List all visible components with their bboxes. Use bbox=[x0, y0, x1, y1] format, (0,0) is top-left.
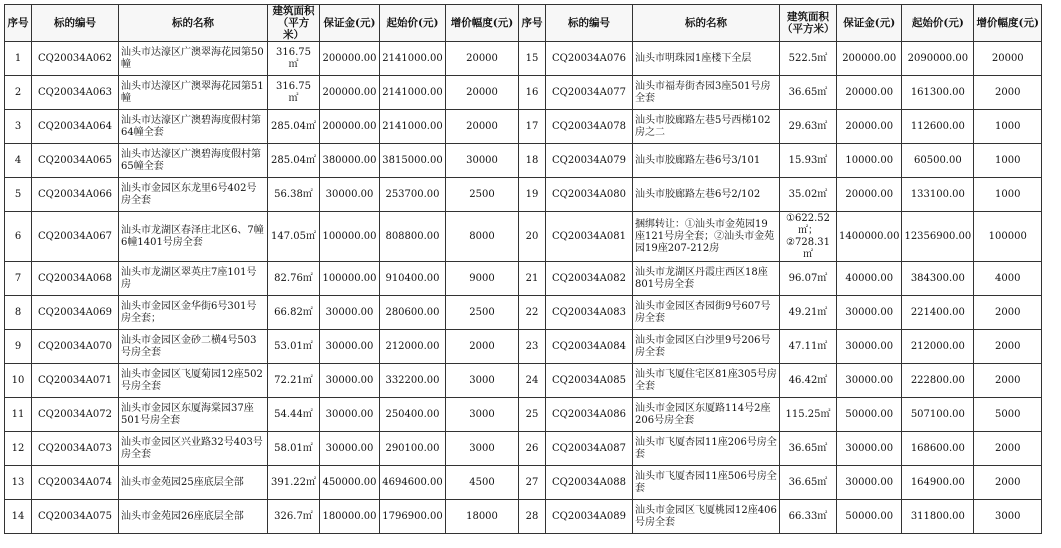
start-price-cell: 164900.00 bbox=[902, 466, 974, 500]
start-price-cell: 112600.00 bbox=[902, 110, 974, 144]
lot-name-cell: 汕头市飞厦杏园11座506号房全套 bbox=[633, 466, 780, 500]
seq-cell: 16 bbox=[519, 76, 546, 110]
start-price-cell: 253700.00 bbox=[380, 178, 446, 212]
area-cell: 316.75 ㎡ bbox=[268, 76, 320, 110]
start-price-cell: 2090000.00 bbox=[902, 42, 974, 76]
seq-cell: 14 bbox=[5, 500, 32, 534]
lot-name-cell: 汕头市龙湖区春泽庄北区6、7幢6幢1401号房全套 bbox=[119, 212, 268, 262]
start-price-cell: 2141000.00 bbox=[380, 42, 446, 76]
lot-name-cell: 汕头市金园区飞厦桃园12座406号房全套 bbox=[633, 500, 780, 534]
deposit-cell: 200000.00 bbox=[320, 42, 380, 76]
table-row bbox=[5, 500, 1042, 534]
increment-cell: 4000 bbox=[974, 262, 1042, 296]
increment-cell: 2000 bbox=[974, 296, 1042, 330]
deposit-cell: 30000.00 bbox=[320, 364, 380, 398]
increment-cell: 3000 bbox=[446, 432, 519, 466]
lot-code-cell: CQ20034A074 bbox=[32, 466, 119, 500]
deposit-cell: 30000.00 bbox=[837, 296, 902, 330]
lot-code-cell: CQ20034A065 bbox=[32, 144, 119, 178]
deposit-cell: 450000.00 bbox=[320, 466, 380, 500]
lot-code-cell: CQ20034A089 bbox=[546, 500, 633, 534]
header-increment-left: 增价幅度(元) bbox=[446, 5, 519, 42]
seq-cell: 13 bbox=[5, 466, 32, 500]
seq-cell: 7 bbox=[5, 262, 32, 296]
deposit-cell: 20000.00 bbox=[837, 110, 902, 144]
lot-name-cell: 汕头市飞厦住宅区81座305号房全套 bbox=[633, 364, 780, 398]
table-row bbox=[5, 76, 1042, 110]
area-cell: 35.02㎡ bbox=[780, 178, 837, 212]
deposit-cell: 50000.00 bbox=[837, 500, 902, 534]
lot-code-cell: CQ20034A069 bbox=[32, 296, 119, 330]
increment-cell: 20000 bbox=[446, 42, 519, 76]
start-price-cell: 3815000.00 bbox=[380, 144, 446, 178]
seq-cell: 15 bbox=[519, 42, 546, 76]
table-row bbox=[5, 178, 1042, 212]
header-area-right: 建筑面积（平方米） bbox=[780, 5, 837, 42]
header-seq-right: 序号 bbox=[519, 5, 546, 42]
lot-code-cell: CQ20034A071 bbox=[32, 364, 119, 398]
table-row bbox=[5, 466, 1042, 500]
seq-cell: 20 bbox=[519, 212, 546, 262]
lot-name-cell: 汕头市金苑园26座底层全部 bbox=[119, 500, 268, 534]
lot-name-cell: 汕头市龙湖区翠英庄7座101号房 bbox=[119, 262, 268, 296]
start-price-cell: 507100.00 bbox=[902, 398, 974, 432]
start-price-cell: 2141000.00 bbox=[380, 76, 446, 110]
lot-code-cell: CQ20034A077 bbox=[546, 76, 633, 110]
start-price-cell: 161300.00 bbox=[902, 76, 974, 110]
deposit-cell: 200000.00 bbox=[320, 76, 380, 110]
deposit-cell: 30000.00 bbox=[320, 178, 380, 212]
table-row bbox=[5, 110, 1042, 144]
deposit-cell: 20000.00 bbox=[837, 76, 902, 110]
header-area-left: 建筑面积（平方米） bbox=[268, 5, 320, 42]
increment-cell: 4500 bbox=[446, 466, 519, 500]
area-cell: 285.04㎡ bbox=[268, 144, 320, 178]
area-cell: 316.75 ㎡ bbox=[268, 42, 320, 76]
seq-cell: 9 bbox=[5, 330, 32, 364]
header-start-price-left: 起始价(元) bbox=[380, 5, 446, 42]
lot-name-cell: 汕头市达濠区广澳翠海花园第51幢 bbox=[119, 76, 268, 110]
auction-lots-table bbox=[4, 4, 1042, 534]
increment-cell: 2000 bbox=[974, 76, 1042, 110]
deposit-cell: 200000.00 bbox=[320, 110, 380, 144]
start-price-cell: 60500.00 bbox=[902, 144, 974, 178]
lot-code-cell: CQ20034A078 bbox=[546, 110, 633, 144]
lot-code-cell: CQ20034A086 bbox=[546, 398, 633, 432]
seq-cell: 11 bbox=[5, 398, 32, 432]
lot-name-cell: 汕头市达濠区广澳翠海花园第50幢 bbox=[119, 42, 268, 76]
lot-code-cell: CQ20034A075 bbox=[32, 500, 119, 534]
lot-code-cell: CQ20034A072 bbox=[32, 398, 119, 432]
header-increment-right: 增价幅度(元) bbox=[974, 5, 1042, 42]
seq-cell: 24 bbox=[519, 364, 546, 398]
increment-cell: 100000 bbox=[974, 212, 1042, 262]
deposit-cell: 30000.00 bbox=[837, 364, 902, 398]
start-price-cell: 332200.00 bbox=[380, 364, 446, 398]
area-cell: 326.7㎡ bbox=[268, 500, 320, 534]
header-lot-name-left: 标的名称 bbox=[119, 5, 268, 42]
lot-name-cell: 汕头市达濠区广澳碧海度假村第64幢全套 bbox=[119, 110, 268, 144]
header-lot-name-right: 标的名称 bbox=[633, 5, 780, 42]
lot-name-cell: 汕头市金园区金砂二横4号503号房全套 bbox=[119, 330, 268, 364]
area-cell: 96.07㎡ bbox=[780, 262, 837, 296]
lot-name-cell: 汕头市明珠园1座楼下全层 bbox=[633, 42, 780, 76]
deposit-cell: 30000.00 bbox=[320, 432, 380, 466]
increment-cell: 2000 bbox=[974, 364, 1042, 398]
lot-name-cell: 汕头市金园区金华街6号301号房全套； bbox=[119, 296, 268, 330]
deposit-cell: 200000.00 bbox=[837, 42, 902, 76]
lot-name-cell: 汕头市福寿街杏园3座501号房全套 bbox=[633, 76, 780, 110]
lot-name-cell: 汕头市飞厦杏园11座206号房全套 bbox=[633, 432, 780, 466]
deposit-cell: 50000.00 bbox=[837, 398, 902, 432]
lot-code-cell: CQ20034A073 bbox=[32, 432, 119, 466]
start-price-cell: 280600.00 bbox=[380, 296, 446, 330]
lot-code-cell: CQ20034A088 bbox=[546, 466, 633, 500]
increment-cell: 1000 bbox=[974, 144, 1042, 178]
seq-cell: 25 bbox=[519, 398, 546, 432]
area-cell: 58.01㎡ bbox=[268, 432, 320, 466]
lot-name-cell: 汕头市金园区杏园街9号607号房全套 bbox=[633, 296, 780, 330]
seq-cell: 22 bbox=[519, 296, 546, 330]
increment-cell: 20000 bbox=[446, 110, 519, 144]
seq-cell: 19 bbox=[519, 178, 546, 212]
area-cell: 82.76㎡ bbox=[268, 262, 320, 296]
increment-cell: 2000 bbox=[974, 330, 1042, 364]
header-lot-code-left: 标的编号 bbox=[32, 5, 119, 42]
deposit-cell: 100000.00 bbox=[320, 262, 380, 296]
area-cell: 36.65㎡ bbox=[780, 76, 837, 110]
increment-cell: 5000 bbox=[974, 398, 1042, 432]
seq-cell: 17 bbox=[519, 110, 546, 144]
area-cell: 56.38㎡ bbox=[268, 178, 320, 212]
table-row bbox=[5, 212, 1042, 262]
area-cell: 522.5㎡ bbox=[780, 42, 837, 76]
table-row bbox=[5, 144, 1042, 178]
start-price-cell: 290100.00 bbox=[380, 432, 446, 466]
start-price-cell: 250400.00 bbox=[380, 398, 446, 432]
area-cell: 49.21㎡ bbox=[780, 296, 837, 330]
lot-code-cell: CQ20034A082 bbox=[546, 262, 633, 296]
lot-name-cell: 汕头市金园区飞厦菊园12座502号房全套 bbox=[119, 364, 268, 398]
start-price-cell: 1796900.00 bbox=[380, 500, 446, 534]
lot-name-cell: 汕头市金园区东厦路114号2座206号房全套 bbox=[633, 398, 780, 432]
deposit-cell: 30000.00 bbox=[837, 330, 902, 364]
lot-code-cell: CQ20034A062 bbox=[32, 42, 119, 76]
area-cell: 72.21㎡ bbox=[268, 364, 320, 398]
increment-cell: 20000 bbox=[446, 76, 519, 110]
area-cell: 29.63㎡ bbox=[780, 110, 837, 144]
header-lot-code-right: 标的编号 bbox=[546, 5, 633, 42]
lot-name-cell: 汕头市达濠区广澳碧海度假村第65幢全套 bbox=[119, 144, 268, 178]
seq-cell: 4 bbox=[5, 144, 32, 178]
area-cell: 115.25㎡ bbox=[780, 398, 837, 432]
increment-cell: 1000 bbox=[974, 178, 1042, 212]
increment-cell: 2000 bbox=[974, 432, 1042, 466]
lot-code-cell: CQ20034A063 bbox=[32, 76, 119, 110]
deposit-cell: 30000.00 bbox=[320, 330, 380, 364]
lot-name-cell: 汕头市金园区东龙里6号402号房全套 bbox=[119, 178, 268, 212]
header-seq-left: 序号 bbox=[5, 5, 32, 42]
deposit-cell: 30000.00 bbox=[837, 432, 902, 466]
start-price-cell: 384300.00 bbox=[902, 262, 974, 296]
area-cell: 54.44㎡ bbox=[268, 398, 320, 432]
table-row bbox=[5, 296, 1042, 330]
start-price-cell: 4694600.00 bbox=[380, 466, 446, 500]
lot-code-cell: CQ20034A068 bbox=[32, 262, 119, 296]
seq-cell: 6 bbox=[5, 212, 32, 262]
seq-cell: 27 bbox=[519, 466, 546, 500]
area-cell: 53.01㎡ bbox=[268, 330, 320, 364]
lot-code-cell: CQ20034A085 bbox=[546, 364, 633, 398]
lot-code-cell: CQ20034A076 bbox=[546, 42, 633, 76]
increment-cell: 8000 bbox=[446, 212, 519, 262]
area-cell: 36.65㎡ bbox=[780, 432, 837, 466]
lot-code-cell: CQ20034A067 bbox=[32, 212, 119, 262]
increment-cell: 30000 bbox=[446, 144, 519, 178]
lot-code-cell: CQ20034A084 bbox=[546, 330, 633, 364]
table-row bbox=[5, 262, 1042, 296]
lot-code-cell: CQ20034A087 bbox=[546, 432, 633, 466]
start-price-cell: 133100.00 bbox=[902, 178, 974, 212]
deposit-cell: 30000.00 bbox=[320, 398, 380, 432]
table-row bbox=[5, 330, 1042, 364]
lot-name-cell: 汕头市金园区兴业路32号403号房全套 bbox=[119, 432, 268, 466]
increment-cell: 2000 bbox=[974, 466, 1042, 500]
lot-name-cell: 汕头市胶廊路左巷6号3/101 bbox=[633, 144, 780, 178]
increment-cell: 3000 bbox=[446, 398, 519, 432]
seq-cell: 26 bbox=[519, 432, 546, 466]
seq-cell: 8 bbox=[5, 296, 32, 330]
lot-name-cell: 汕头市胶廊路左巷6号2/102 bbox=[633, 178, 780, 212]
header-deposit-left: 保证金(元) bbox=[320, 5, 380, 42]
lot-code-cell: CQ20034A066 bbox=[32, 178, 119, 212]
start-price-cell: 212000.00 bbox=[380, 330, 446, 364]
increment-cell: 2500 bbox=[446, 178, 519, 212]
lot-name-cell: 捆绑转让：①汕头市金苑园19座121号房全套；②汕头市金苑园19座207-212房 bbox=[633, 212, 780, 262]
area-cell: ①622.52㎡；②728.31㎡ bbox=[780, 212, 837, 262]
area-cell: 46.42㎡ bbox=[780, 364, 837, 398]
auction-table-container bbox=[4, 4, 1042, 534]
deposit-cell: 30000.00 bbox=[837, 466, 902, 500]
increment-cell: 20000 bbox=[974, 42, 1042, 76]
table-row bbox=[5, 42, 1042, 76]
deposit-cell: 100000.00 bbox=[320, 212, 380, 262]
lot-name-cell: 汕头市金苑园25座底层全部 bbox=[119, 466, 268, 500]
seq-cell: 18 bbox=[519, 144, 546, 178]
area-cell: 147.05㎡ bbox=[268, 212, 320, 262]
start-price-cell: 808800.00 bbox=[380, 212, 446, 262]
increment-cell: 2500 bbox=[446, 296, 519, 330]
deposit-cell: 20000.00 bbox=[837, 178, 902, 212]
table-row bbox=[5, 364, 1042, 398]
lot-code-cell: CQ20034A081 bbox=[546, 212, 633, 262]
seq-cell: 3 bbox=[5, 110, 32, 144]
lot-code-cell: CQ20034A079 bbox=[546, 144, 633, 178]
start-price-cell: 212000.00 bbox=[902, 330, 974, 364]
increment-cell: 1000 bbox=[974, 110, 1042, 144]
deposit-cell: 10000.00 bbox=[837, 144, 902, 178]
lot-name-cell: 汕头市胶廊路左巷5号西梯102房之二 bbox=[633, 110, 780, 144]
header-start-price-right: 起始价(元) bbox=[902, 5, 974, 42]
area-cell: 36.65㎡ bbox=[780, 466, 837, 500]
deposit-cell: 30000.00 bbox=[320, 296, 380, 330]
increment-cell: 3000 bbox=[974, 500, 1042, 534]
start-price-cell: 222800.00 bbox=[902, 364, 974, 398]
lot-code-cell: CQ20034A070 bbox=[32, 330, 119, 364]
increment-cell: 18000 bbox=[446, 500, 519, 534]
lot-name-cell: 汕头市金园区白沙里9号206号房全套 bbox=[633, 330, 780, 364]
start-price-cell: 311800.00 bbox=[902, 500, 974, 534]
deposit-cell: 40000.00 bbox=[837, 262, 902, 296]
area-cell: 66.82㎡ bbox=[268, 296, 320, 330]
lot-code-cell: CQ20034A080 bbox=[546, 178, 633, 212]
seq-cell: 12 bbox=[5, 432, 32, 466]
deposit-cell: 380000.00 bbox=[320, 144, 380, 178]
area-cell: 47.11㎡ bbox=[780, 330, 837, 364]
start-price-cell: 221400.00 bbox=[902, 296, 974, 330]
lot-code-cell: CQ20034A064 bbox=[32, 110, 119, 144]
area-cell: 285.04㎡ bbox=[268, 110, 320, 144]
table-header-row bbox=[5, 5, 1042, 42]
table-row bbox=[5, 398, 1042, 432]
table-row bbox=[5, 432, 1042, 466]
lot-name-cell: 汕头市金园区东厦海棠园37座501号房全套 bbox=[119, 398, 268, 432]
area-cell: 15.93㎡ bbox=[780, 144, 837, 178]
area-cell: 66.33㎡ bbox=[780, 500, 837, 534]
lot-name-cell: 汕头市龙湖区丹霞庄西区18座801号房全套 bbox=[633, 262, 780, 296]
seq-cell: 23 bbox=[519, 330, 546, 364]
seq-cell: 1 bbox=[5, 42, 32, 76]
seq-cell: 21 bbox=[519, 262, 546, 296]
header-deposit-right: 保证金(元) bbox=[837, 5, 902, 42]
deposit-cell: 1400000.00 bbox=[837, 212, 902, 262]
seq-cell: 28 bbox=[519, 500, 546, 534]
lot-code-cell: CQ20034A083 bbox=[546, 296, 633, 330]
increment-cell: 2000 bbox=[446, 330, 519, 364]
increment-cell: 9000 bbox=[446, 262, 519, 296]
seq-cell: 10 bbox=[5, 364, 32, 398]
seq-cell: 2 bbox=[5, 76, 32, 110]
start-price-cell: 910400.00 bbox=[380, 262, 446, 296]
start-price-cell: 12356900.00 bbox=[902, 212, 974, 262]
seq-cell: 5 bbox=[5, 178, 32, 212]
start-price-cell: 2141000.00 bbox=[380, 110, 446, 144]
area-cell: 391.22㎡ bbox=[268, 466, 320, 500]
deposit-cell: 180000.00 bbox=[320, 500, 380, 534]
start-price-cell: 168600.00 bbox=[902, 432, 974, 466]
increment-cell: 3000 bbox=[446, 364, 519, 398]
